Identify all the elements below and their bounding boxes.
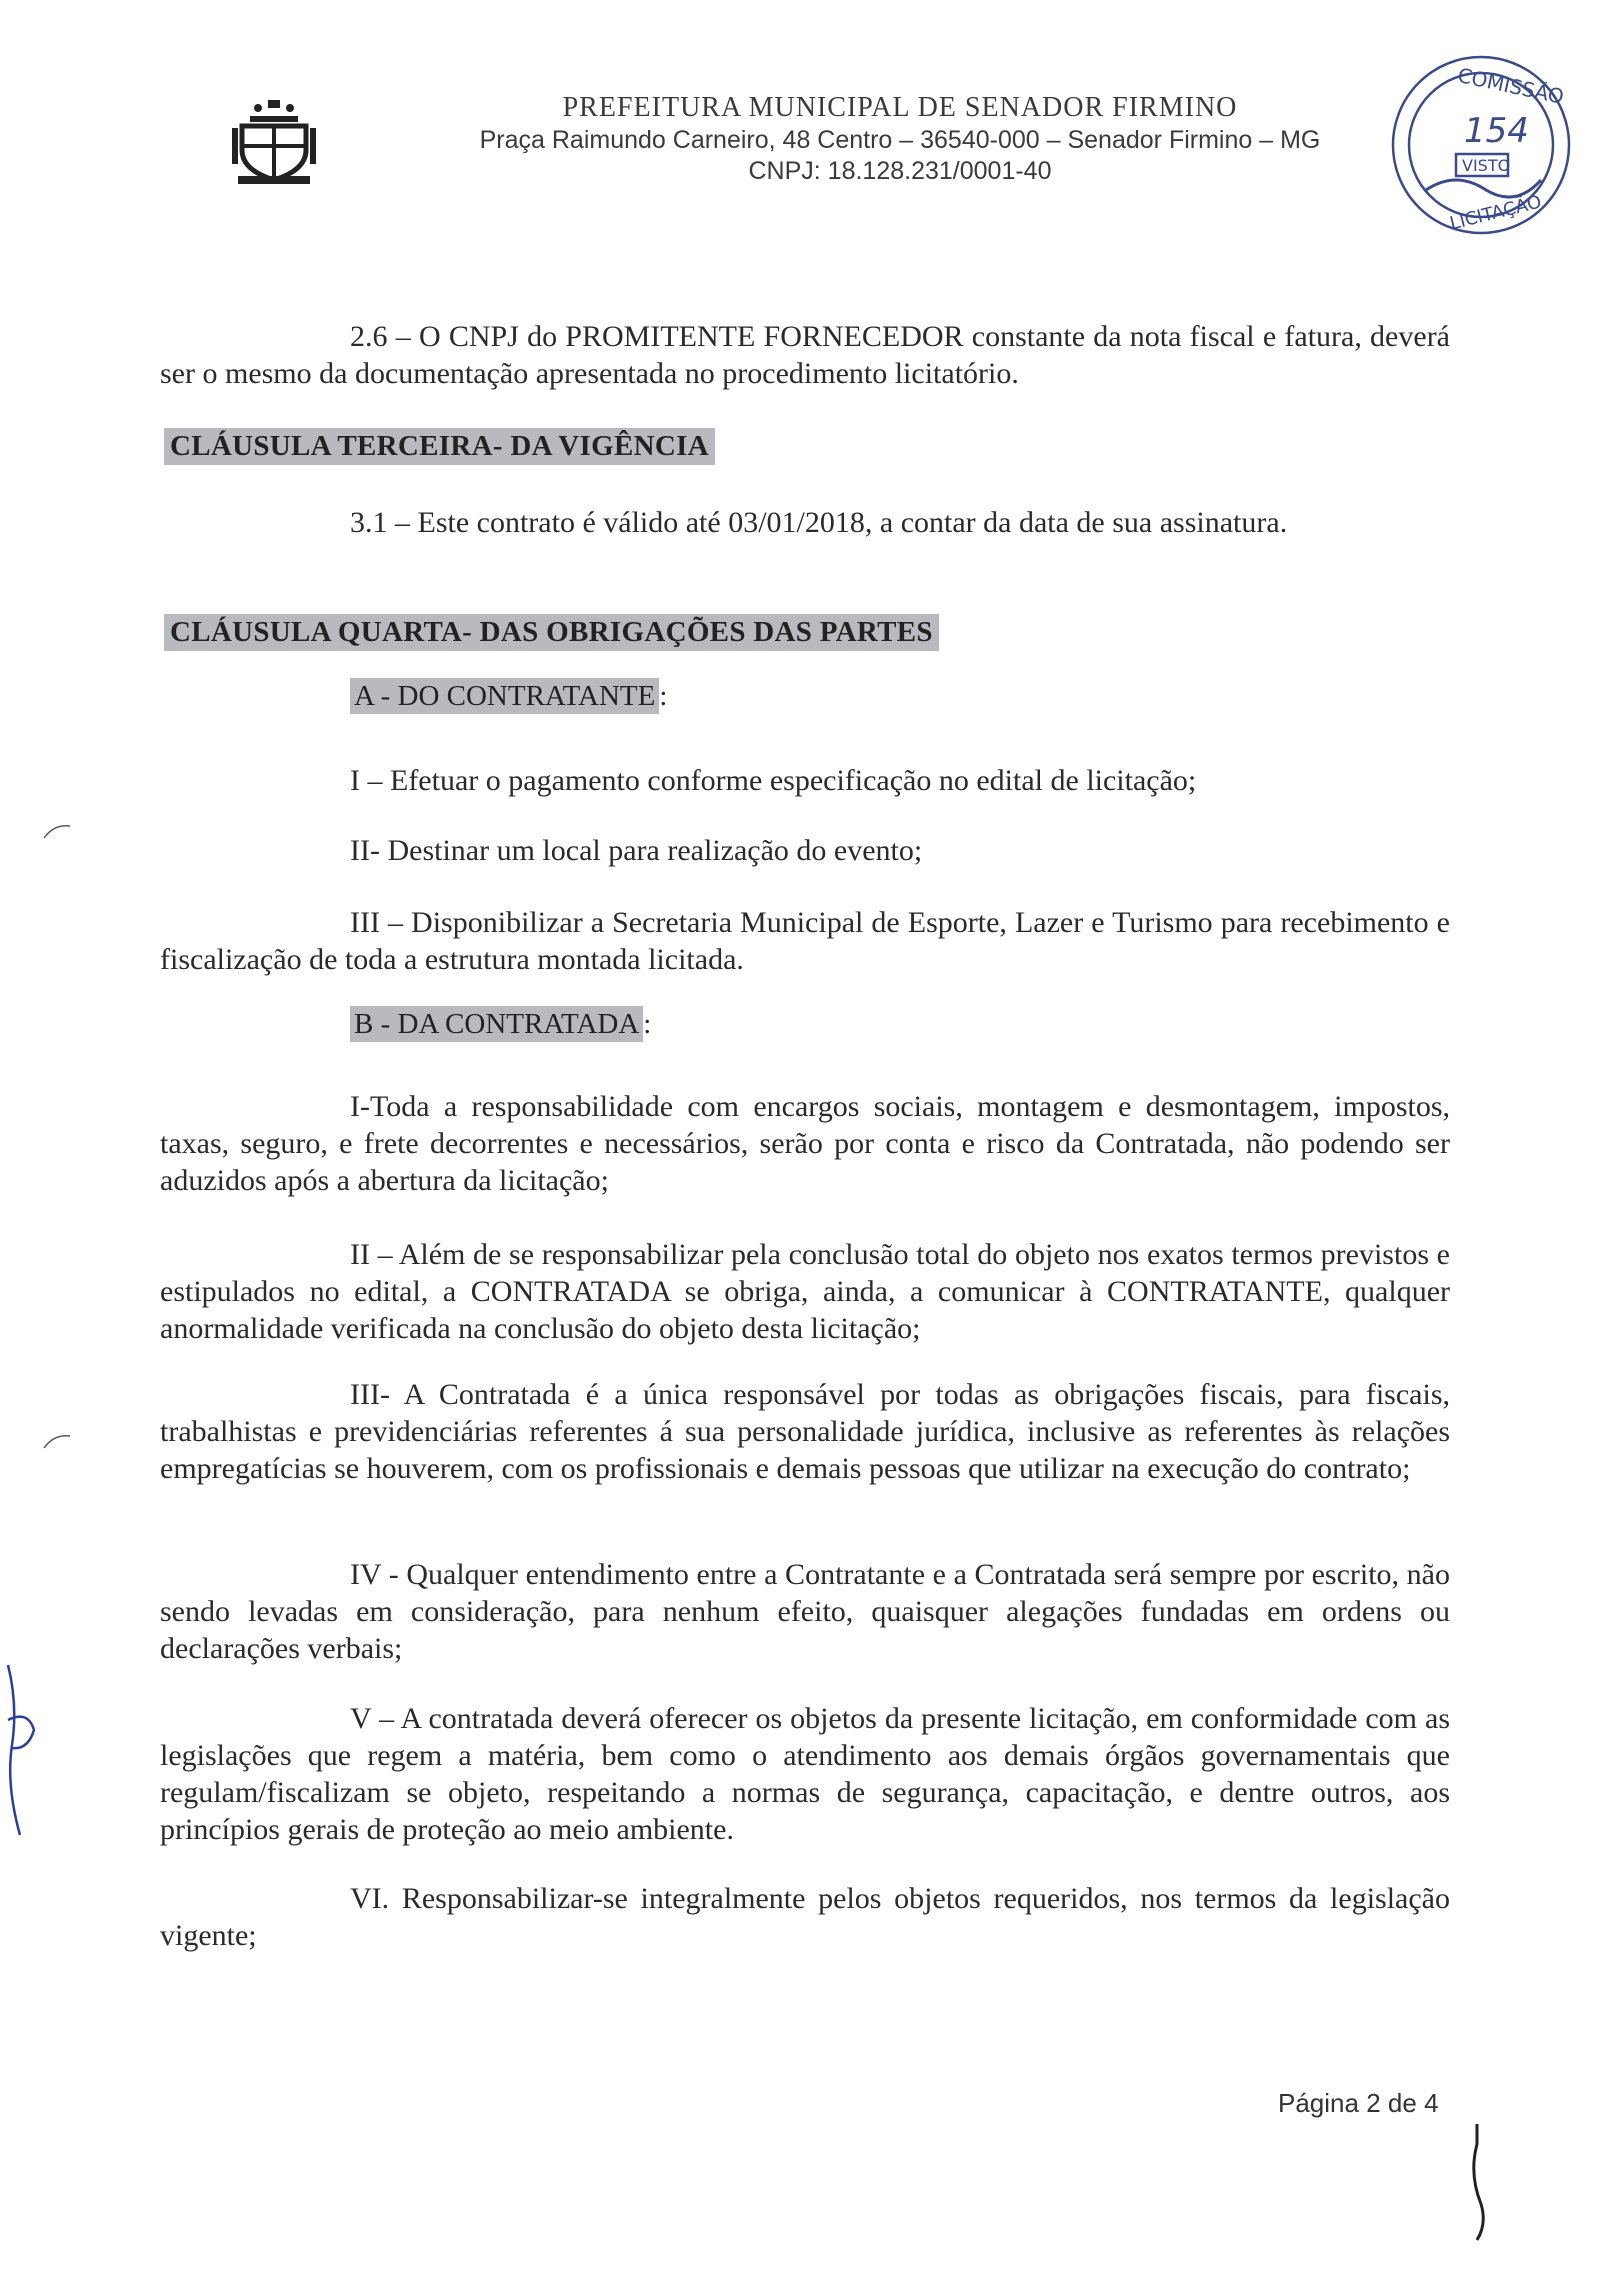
svg-text:VISTO: VISTO — [1462, 156, 1511, 175]
svg-text:LICITAÇÃO: LICITAÇÃO — [1447, 191, 1544, 235]
contratada-item-vi: VI. Responsabilizar-se integralmente pelos objetos requeridos, nos termos da legislação vigente; — [160, 1882, 1450, 1952]
letterhead-cnpj: CNPJ: 18.128.231/0001-40 — [748, 157, 1052, 185]
contratada-item-iv: IV - Qualquer entendimento entre a Contratante e a Contratada será sempre por escrito, não sendo levadas em consideração, para nenhum efeito, quaisquer alegações fundadas em ordens ou declarações verbais; — [160, 1558, 1450, 1665]
paragraph-2-6: 2.6 – O CNPJ do PROMITENTE FORNECEDOR constante da nota fiscal e fatura, deverá ser o mesmo da documentação apresentada no procedimento licitatório. — [160, 320, 1450, 390]
contratada-item-ii: II – Além de se responsabilizar pela conclusão total do objeto nos exatos termos previstos e estipulados no edital, a CONTRATADA se obriga, ainda, a comunicar à CONTRATANTE, qualquer anormalidade verificada na conclusão do objeto desta licitação; — [160, 1238, 1450, 1345]
municipal-coat-of-arms-logo — [228, 98, 320, 188]
commission-stamp — [1386, 50, 1576, 240]
contratada-heading: B - DA CONTRATADA : — [350, 1008, 651, 1041]
margin-tick-mark — [42, 818, 72, 848]
letterhead-address: Praça Raimundo Carneiro, 48 Centro – 36540-000 – Senador Firmino – MG — [479, 126, 1321, 154]
contratada-item-v: V – A contratada deverá oferecer os objetos da presente licitação, em conformidade com as legislações que regem a matéria, bem como o atendimento aos demais órgãos governamentais que regulam/fiscalizam se objeto, respeitando a normas de segurança, capacitação, e dentre outros, aos princípios gerais de proteção ao meio ambiente. — [160, 1702, 1450, 1846]
clause-four-heading: CLÁUSULA QUARTA- DAS OBRIGAÇÕES DAS PARTES — [164, 614, 939, 651]
contratante-item-i: I – Efetuar o pagamento conforme especificação no edital de licitação; — [350, 764, 1197, 797]
svg-text:154: 154 — [1464, 111, 1529, 151]
clause-three-heading: CLÁUSULA TERCEIRA- DA VIGÊNCIA — [164, 428, 715, 465]
contratante-item-iii: III – Disponibilizar a Secretaria Municipal de Esporte, Lazer e Turismo para recebimento e fiscalização de toda a estrutura montada licitada. — [160, 906, 1450, 976]
paragraph-3-1: 3.1 – Este contrato é válido até 03/01/2018, a contar da data de sua assinatura. — [350, 506, 1288, 539]
contratante-item-ii: II- Destinar um local para realização do evento; — [350, 834, 923, 867]
contratada-item-i: I-Toda a responsabilidade com encargos sociais, montagem e desmontagem, impostos, taxas, seguro, e frete decorrentes e necessários, serão por conta e risco da Contratada, não podendo ser aduzidos após a abertura da licitação; — [160, 1090, 1450, 1197]
letterhead — [400, 92, 1400, 186]
svg-text:COMISSÃO: COMISSÃO — [1455, 62, 1566, 109]
contratante-heading: A - DO CONTRATANTE : — [350, 680, 667, 713]
margin-signature — [0, 1660, 40, 1840]
contratada-item-iii: III- A Contratada é a única responsável por todas as obrigações fiscais, para fiscais, trabalhistas e previdenciárias referentes á sua personalidade jurídica, inclusive as referentes às relações empregatícias se houverem, com os profissionais e demais pessoas que utilizar na execução do contrato; — [160, 1378, 1450, 1485]
letterhead-title: PREFEITURA MUNICIPAL DE SENADOR FIRMINO — [562, 92, 1238, 123]
page-number: Página 2 de 4 — [1278, 2088, 1439, 2118]
margin-tick-mark — [42, 1428, 72, 1458]
footer-rubric — [1462, 2122, 1492, 2242]
